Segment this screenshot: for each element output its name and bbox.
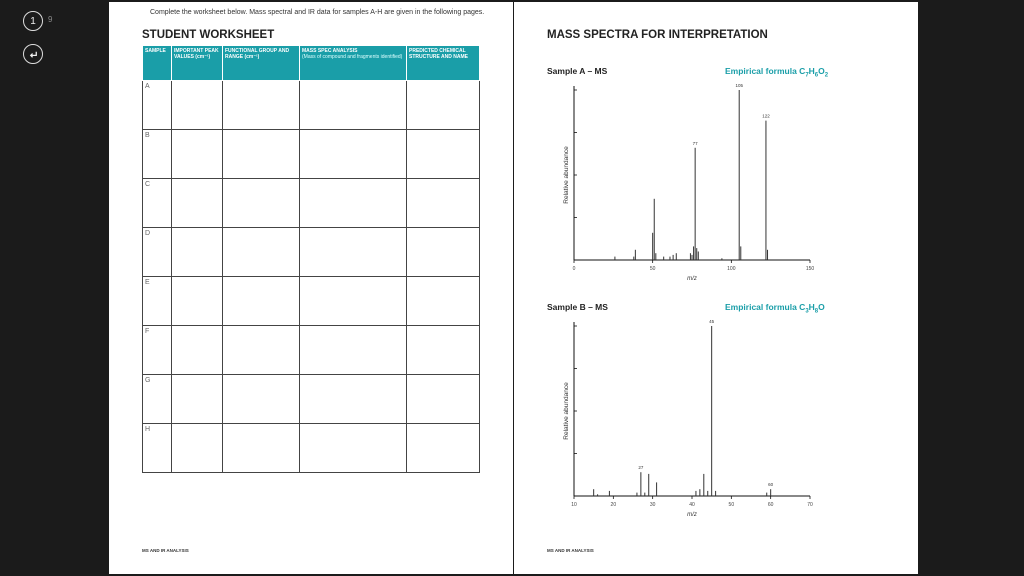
answer-cell[interactable] — [223, 424, 300, 473]
sample-b-formula: Empirical formula $C_3H_8O$ — [725, 302, 825, 315]
x-tick-label: 20 — [610, 502, 617, 508]
worksheet-header-row — [143, 46, 480, 81]
peak-label: 60 — [768, 482, 774, 488]
table-row — [143, 81, 480, 130]
table-row — [143, 277, 480, 326]
column-header: IMPORTANT PEAK VALUES (cm⁻¹) — [172, 46, 223, 81]
answer-cell[interactable] — [300, 179, 407, 228]
answer-cell[interactable] — [223, 179, 300, 228]
x-tick-label: 0 — [572, 266, 576, 272]
answer-cell[interactable] — [172, 277, 223, 326]
answer-cell[interactable] — [407, 424, 480, 473]
page-footer: MS AND IR ANALYSIS — [547, 548, 594, 553]
answer-cell[interactable] — [223, 81, 300, 130]
worksheet-page — [109, 2, 513, 574]
spectra-title: MASS SPECTRA FOR INTERPRETATION — [547, 29, 768, 41]
column-header: PREDICTED CHEMICAL STRUCTURE AND NAME — [407, 46, 480, 81]
column-header: FUNCTIONAL GROUP AND RANGE (cm⁻¹) — [223, 46, 300, 81]
answer-cell[interactable] — [223, 277, 300, 326]
page-number-badge[interactable] — [23, 11, 43, 31]
answer-cell[interactable] — [223, 228, 300, 277]
x-axis-label: m/z — [687, 512, 697, 518]
worksheet-table — [142, 45, 480, 473]
answer-cell[interactable] — [300, 228, 407, 277]
table-row — [143, 179, 480, 228]
sample-a-title: Sample A – MS — [547, 66, 608, 76]
answer-cell[interactable] — [223, 326, 300, 375]
y-axis-label: Relative abundance — [563, 146, 570, 204]
answer-cell[interactable] — [300, 375, 407, 424]
answer-cell[interactable] — [172, 326, 223, 375]
sample-cell: C — [143, 179, 172, 228]
sample-cell: F — [143, 326, 172, 375]
answer-cell[interactable] — [407, 277, 480, 326]
page-footer: MS AND IR ANALYSIS — [142, 548, 189, 553]
answer-cell[interactable] — [223, 130, 300, 179]
page-number: 1 — [30, 15, 36, 27]
answer-cell[interactable] — [407, 179, 480, 228]
peak-label: 122 — [762, 113, 770, 119]
answer-cell[interactable] — [172, 130, 223, 179]
answer-cell[interactable] — [172, 228, 223, 277]
table-row — [143, 326, 480, 375]
column-header: MASS SPEC ANALYSIS (Mass of compound and fragments identified) — [300, 46, 407, 81]
answer-cell[interactable] — [172, 81, 223, 130]
answer-cell[interactable] — [223, 375, 300, 424]
table-row — [143, 228, 480, 277]
answer-cell[interactable] — [407, 228, 480, 277]
answer-cell[interactable] — [407, 81, 480, 130]
peak-label: 77 — [692, 140, 698, 146]
answer-cell[interactable] — [407, 375, 480, 424]
x-tick-label: 30 — [649, 502, 656, 508]
sample-cell: B — [143, 130, 172, 179]
page-total: 9 — [48, 15, 53, 24]
answer-cell[interactable] — [172, 424, 223, 473]
sample-b-title: Sample B – MS — [547, 302, 608, 312]
sample-a-spectrum — [562, 84, 862, 294]
answer-cell[interactable] — [300, 326, 407, 375]
sample-cell: E — [143, 277, 172, 326]
answer-cell[interactable] — [300, 277, 407, 326]
peak-label: 105 — [735, 84, 743, 88]
column-header: SAMPLE — [143, 46, 172, 81]
x-tick-label: 10 — [571, 502, 577, 508]
table-row — [143, 424, 480, 473]
answer-cell[interactable] — [172, 179, 223, 228]
x-tick-label: 50 — [649, 266, 656, 272]
x-tick-label: 70 — [807, 502, 813, 508]
sample-cell: A — [143, 81, 172, 130]
x-tick-label: 150 — [805, 266, 815, 272]
answer-cell[interactable] — [172, 375, 223, 424]
y-axis-label: Relative abundance — [563, 382, 570, 440]
sample-b-spectrum — [562, 320, 862, 530]
answer-cell[interactable] — [407, 130, 480, 179]
spectra-page — [514, 2, 918, 574]
table-row — [143, 375, 480, 424]
sample-cell: D — [143, 228, 172, 277]
x-axis-label: m/z — [687, 276, 697, 282]
answer-cell[interactable] — [407, 326, 480, 375]
x-tick-label: 60 — [767, 502, 774, 508]
worksheet-title: STUDENT WORKSHEET — [142, 29, 275, 41]
table-row — [143, 130, 480, 179]
answer-cell[interactable] — [300, 81, 407, 130]
sample-cell: H — [143, 424, 172, 473]
sample-a-formula: Empirical formula $C_7H_6O_2$ — [725, 66, 829, 79]
x-tick-label: 100 — [727, 266, 736, 272]
peak-label: 45 — [709, 320, 715, 324]
peak-label: 27 — [638, 465, 644, 471]
instructions: Complete the worksheet below. Mass spectral and IR data for samples A-H are given in the following pages. — [150, 9, 485, 16]
sample-cell: G — [143, 375, 172, 424]
answer-cell[interactable] — [300, 424, 407, 473]
x-tick-label: 40 — [689, 502, 695, 508]
answer-cell[interactable] — [300, 130, 407, 179]
back-button[interactable] — [23, 44, 43, 64]
back-arrow-icon — [28, 49, 39, 60]
x-tick-label: 50 — [728, 502, 735, 508]
